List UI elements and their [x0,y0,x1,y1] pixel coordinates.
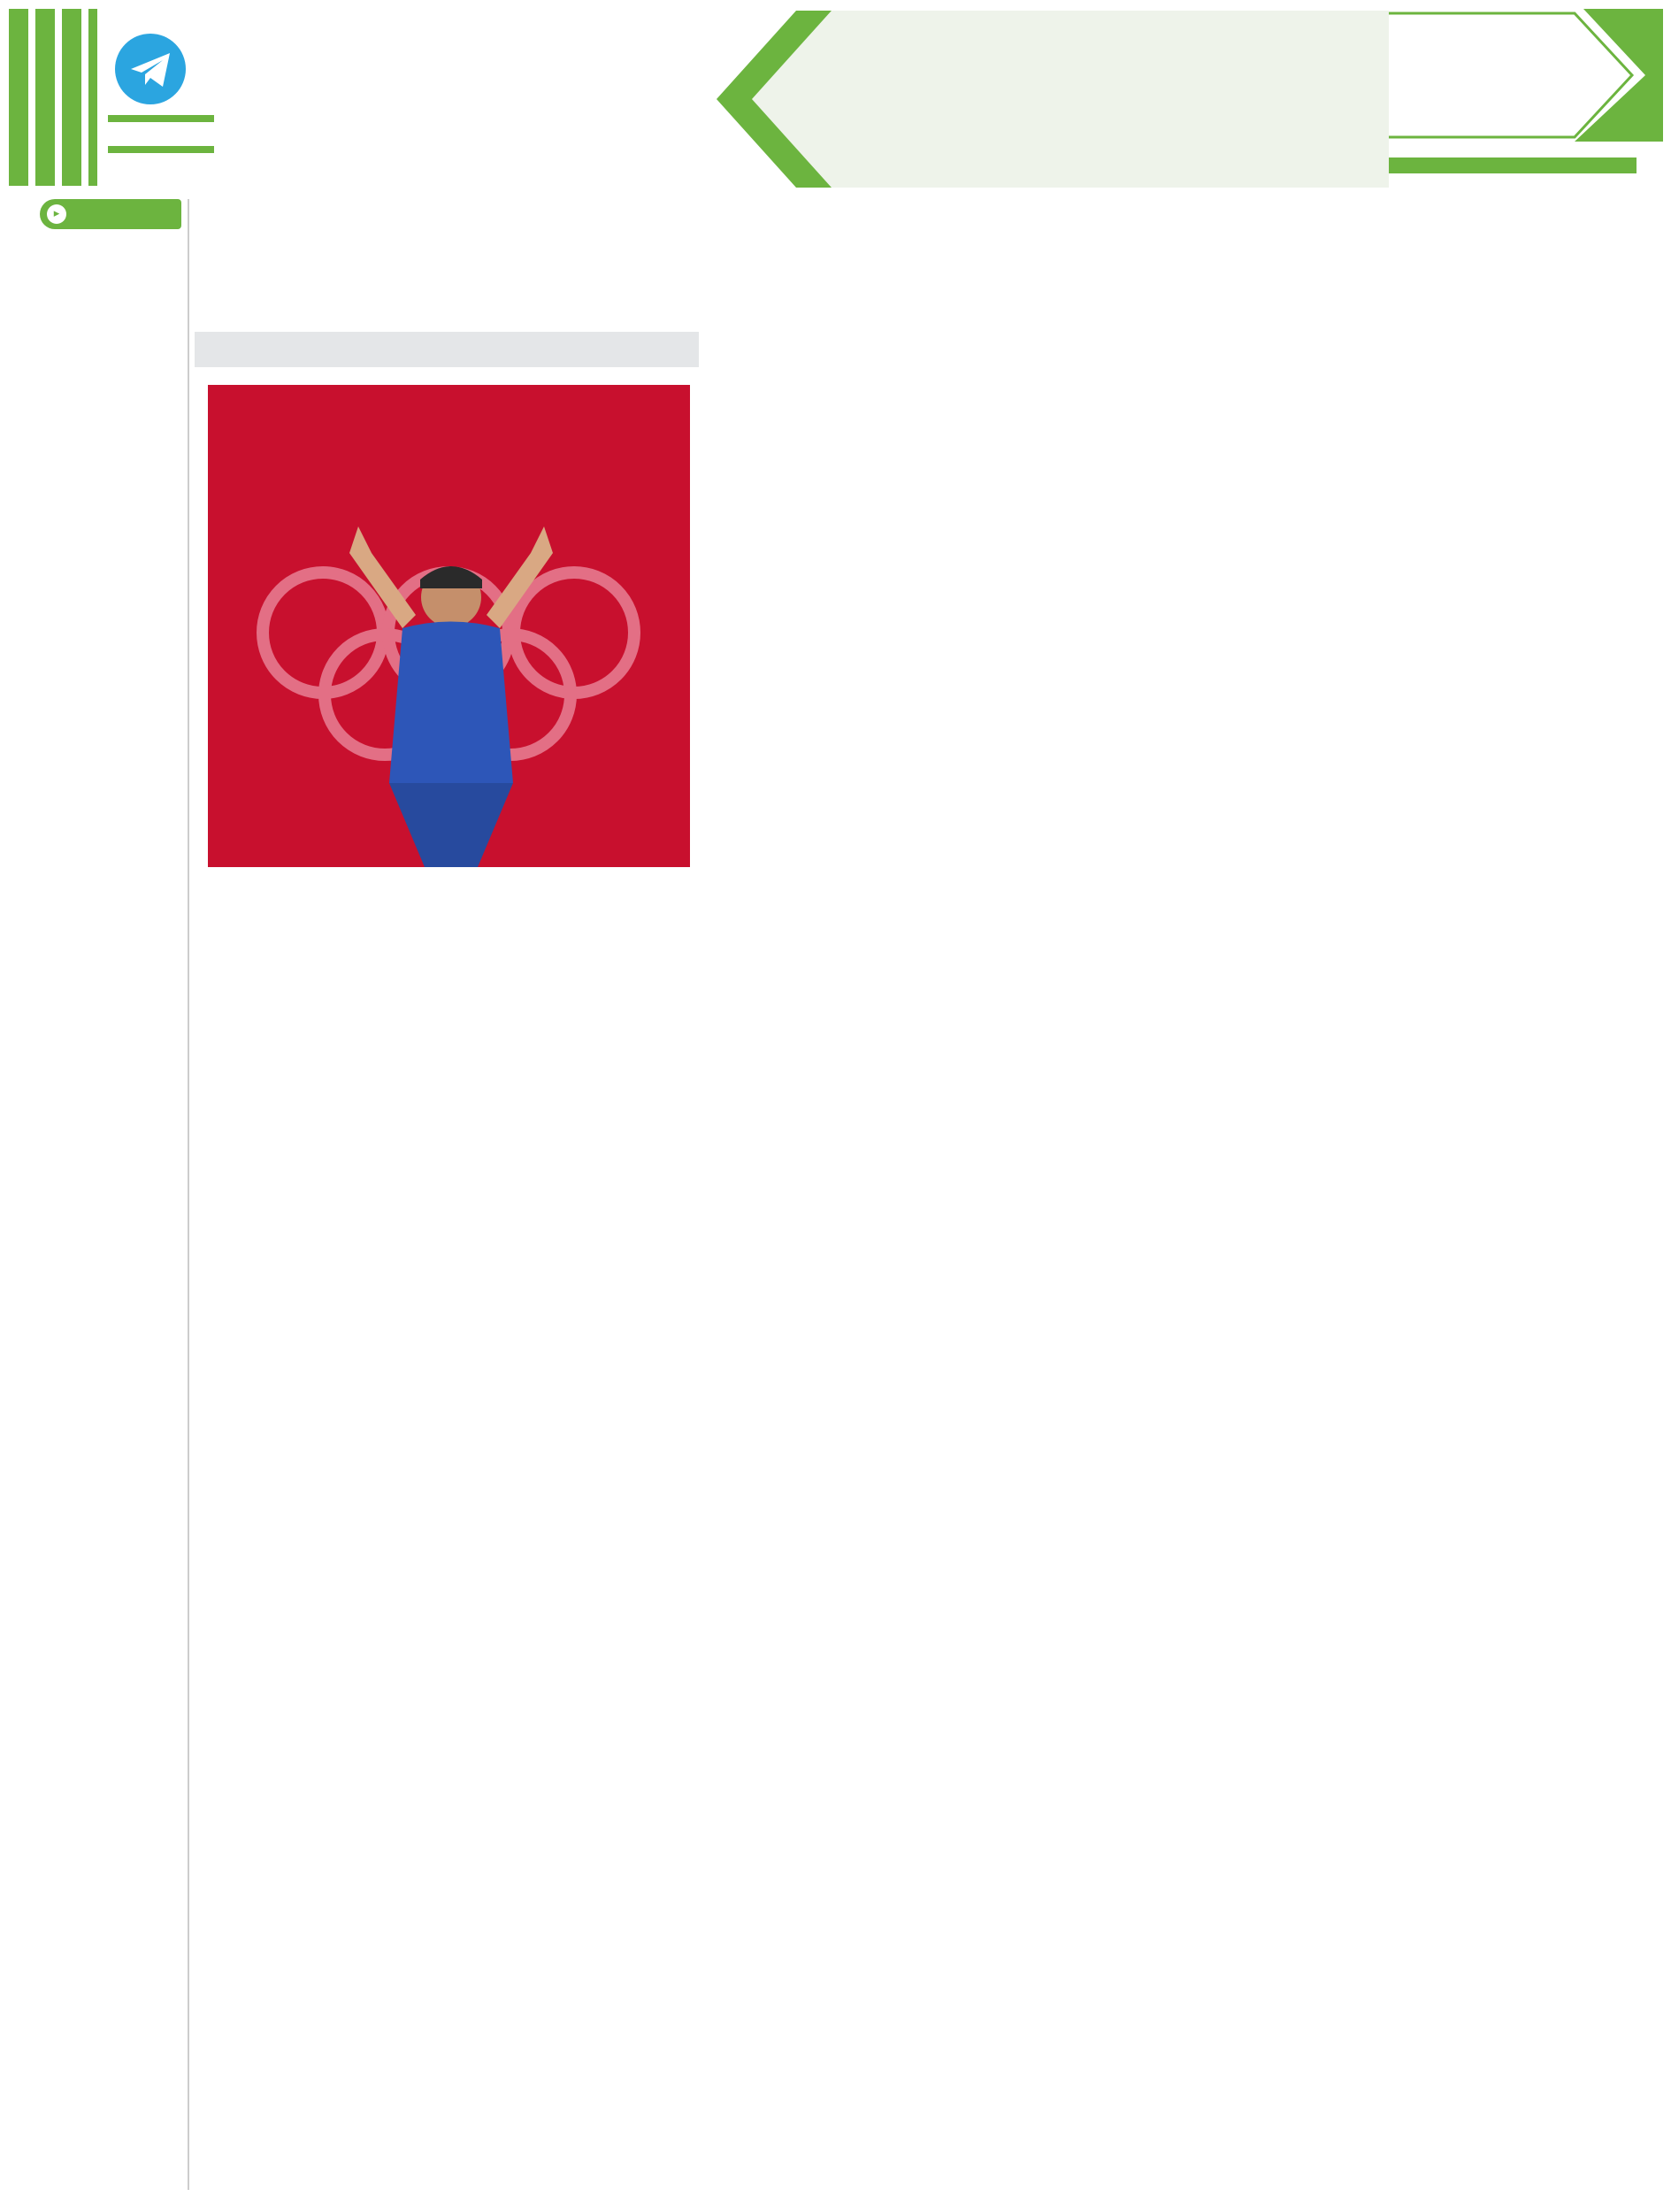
main-subhead [195,332,699,367]
top-teaser [699,11,1389,188]
section-badge [9,9,221,186]
telegram-icon[interactable] [115,34,186,104]
column-divider [188,199,189,2190]
speaker-icon: ▸ [47,204,66,224]
section-sublabel [108,146,214,153]
badge-stripes [9,9,97,186]
main-photo [208,385,690,867]
teaser-chevron-bg [699,11,1389,188]
brief-list [9,239,181,255]
brief-column [9,190,181,2199]
athlete-figure [332,518,571,867]
brief-tag [40,199,181,229]
section-label [108,115,214,122]
